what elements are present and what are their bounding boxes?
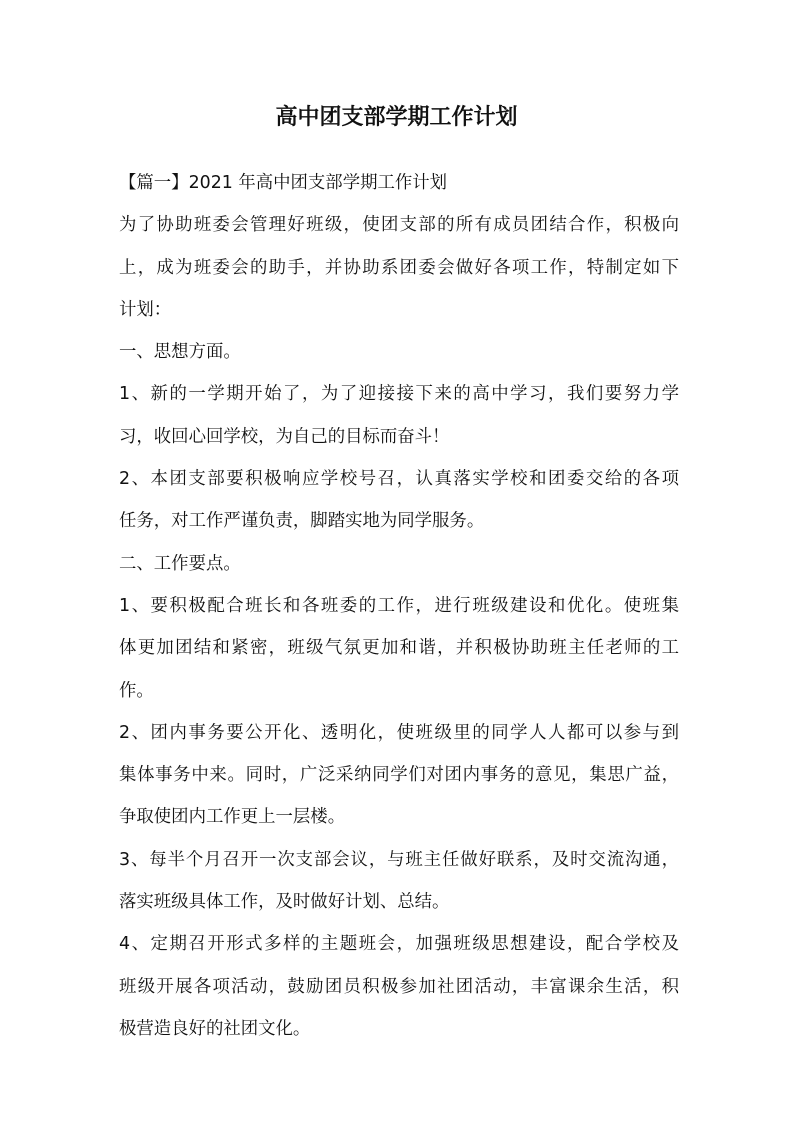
body-text-line: 二、工作要点。 bbox=[119, 553, 241, 574]
body-text-line: 上，成为班委会的助手，并协助系团委会做好各项工作，特制定如下 bbox=[119, 257, 679, 278]
document-body bbox=[119, 162, 679, 1050]
body-text-line: 2、本团支部要积极响应学校号召，认真落实学校和团委交给的各项 bbox=[119, 469, 679, 490]
document-title: 高中团支部学期工作计划 bbox=[275, 105, 518, 130]
body-text-line: 一、思想方面。 bbox=[119, 342, 241, 363]
section-heading: 【篇一】2021 年高中团支部学期工作计划 bbox=[119, 173, 448, 193]
body-text-line: 争取使团内工作更上一层楼。 bbox=[119, 807, 346, 828]
body-text-line: 极营造良好的社团文化。 bbox=[119, 1018, 311, 1039]
body-text-line: 作。 bbox=[119, 680, 154, 701]
body-text-line: 班级开展各项活动，鼓励团员积极参加社团活动，丰富课余生活，积 bbox=[119, 976, 679, 997]
body-text-line: 计划： bbox=[119, 299, 172, 320]
body-text-line: 2、团内事务要公开化、透明化，使班级里的同学人人都可以参与到 bbox=[119, 722, 679, 743]
body-text-line: 为了协助班委会管理好班级，使团支部的所有成员团结合作，积极向 bbox=[119, 215, 679, 236]
body-text-line: 3、每半个月召开一次支部会议，与班主任做好联系，及时交流沟通， bbox=[119, 849, 679, 870]
body-text-line: 任务，对工作严谨负责，脚踏实地为同学服务。 bbox=[119, 511, 485, 532]
body-text-line: 1、要积极配合班长和各班委的工作，进行班级建设和优化。使班集 bbox=[119, 595, 679, 616]
body-text-line: 习，收回心回学校，为自己的目标而奋斗！ bbox=[119, 426, 450, 447]
body-text-line: 4、定期召开形式多样的主题班会，加强班级思想建设，配合学校及 bbox=[119, 934, 679, 955]
body-text-line: 1、新的一学期开始了，为了迎接接下来的高中学习，我们要努力学 bbox=[119, 384, 679, 405]
body-text-line: 集体事务中来。同时，广泛采纳同学们对团内事务的意见，集思广益， bbox=[119, 765, 679, 786]
body-text-line: 体更加团结和紧密，班级气氛更加和谐，并积极协助班主任老师的工 bbox=[119, 638, 679, 659]
body-text-line: 落实班级具体工作，及时做好计划、总结。 bbox=[119, 892, 450, 913]
